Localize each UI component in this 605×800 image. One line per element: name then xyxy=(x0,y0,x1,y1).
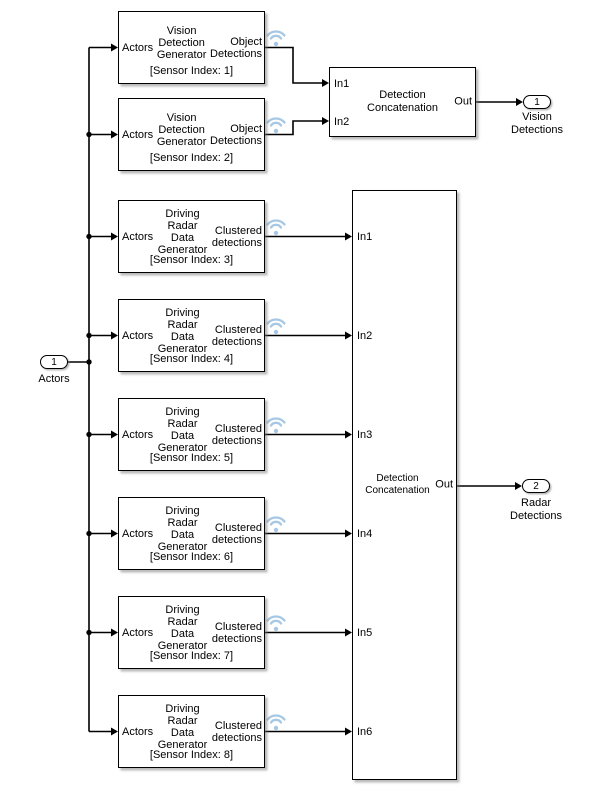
sensor-index-label: [Sensor Index: 7] xyxy=(149,650,234,662)
block-name: Vision Detection Generator xyxy=(156,24,207,61)
block-inport-label: Actors xyxy=(122,527,154,540)
sensor-index-label: [Sensor Index: 2] xyxy=(149,152,234,164)
outport-2-radar-detections[interactable] xyxy=(522,479,550,493)
block-outport-label: Clustered detections xyxy=(211,422,262,447)
outport-number: 2 xyxy=(533,480,539,492)
concat-inport-label: In6 xyxy=(357,726,373,738)
concat-inport-label: In2 xyxy=(334,116,350,128)
concat-inport-label: In3 xyxy=(357,429,373,441)
wireless-signal-icon xyxy=(268,31,285,46)
block-outport-label: Clustered detections xyxy=(211,224,262,249)
inport-number: 1 xyxy=(51,356,57,368)
wireless-signal-icon xyxy=(268,118,285,133)
block-outport-label: Clustered detections xyxy=(211,719,262,744)
radar-detection-concatenation-block[interactable] xyxy=(352,190,457,780)
block-inport-label: Actors xyxy=(122,626,154,639)
block-name: Driving Radar Data Generator xyxy=(157,702,208,751)
block-inport-label: Actors xyxy=(122,428,154,441)
block-name: Driving Radar Data Generator xyxy=(157,306,208,355)
block-inport-label: Actors xyxy=(122,230,154,243)
block-outport-label: Clustered detections xyxy=(211,620,262,645)
wireless-signal-icon xyxy=(268,517,285,532)
vision-detection-generator-1-block[interactable] xyxy=(118,11,265,84)
block-name: Detection Concatenation xyxy=(365,473,430,496)
concat-inport-label: In1 xyxy=(357,231,373,243)
concat-inport-label: In4 xyxy=(357,528,373,540)
block-name: Vision Detection Generator xyxy=(156,111,207,148)
sensor-index-label: [Sensor Index: 1] xyxy=(149,65,234,77)
sensor-index-label: [Sensor Index: 6] xyxy=(149,551,234,563)
block-name: Driving Radar Data Generator xyxy=(157,405,208,454)
inport-actors-label: Actors xyxy=(38,373,70,385)
block-inport-label: Actors xyxy=(122,725,154,738)
block-outport-label: Clustered detections xyxy=(211,521,262,546)
block-inport-label: Actors xyxy=(122,329,154,342)
driving-radar-data-generator-4-block[interactable] xyxy=(118,299,265,372)
block-name: Driving Radar Data Generator xyxy=(157,504,208,553)
block-name: Driving Radar Data Generator xyxy=(157,207,208,256)
outport-radar-detections-label: Radar Detections xyxy=(510,497,562,522)
driving-radar-data-generator-6-block[interactable] xyxy=(118,497,265,570)
vision-detection-concatenation-block[interactable] xyxy=(329,67,476,137)
outport-1-vision-detections[interactable] xyxy=(523,95,551,109)
sensor-index-label: [Sensor Index: 8] xyxy=(149,749,234,761)
block-inport-label: Actors xyxy=(122,41,154,54)
sensor-index-label: [Sensor Index: 5] xyxy=(149,452,234,464)
block-name: Detection Concatenation xyxy=(367,89,438,114)
wireless-signal-icon xyxy=(268,715,285,730)
block-outport-label: Clustered detections xyxy=(211,323,262,348)
driving-radar-data-generator-7-block[interactable] xyxy=(118,596,265,669)
wireless-signal-icon xyxy=(268,616,285,631)
wireless-signal-icon xyxy=(268,319,285,334)
wireless-signal-icon xyxy=(268,418,285,433)
driving-radar-data-generator-5-block[interactable] xyxy=(118,398,265,471)
block-outport-label: Object Detections xyxy=(210,35,262,60)
driving-radar-data-generator-8-block[interactable] xyxy=(118,695,265,768)
inport-1-actors[interactable] xyxy=(40,355,68,369)
concat-inport-label: In5 xyxy=(357,627,373,639)
concat-outport-label: Out xyxy=(435,478,453,491)
concat-inport-label: In1 xyxy=(334,78,350,90)
block-inport-label: Actors xyxy=(122,128,154,141)
outport-number: 1 xyxy=(534,96,540,108)
sensor-index-label: [Sensor Index: 4] xyxy=(149,353,234,365)
vision-detection-generator-2-block[interactable] xyxy=(118,98,265,171)
concat-inport-label: In2 xyxy=(357,330,373,342)
concat-outport-label: Out xyxy=(454,95,472,108)
block-name: Driving Radar Data Generator xyxy=(157,603,208,652)
outport-vision-detections-label: Vision Detections xyxy=(511,111,563,136)
sensor-index-label: [Sensor Index: 3] xyxy=(149,254,234,266)
block-outport-label: Object Detections xyxy=(210,122,262,147)
wireless-signal-icon xyxy=(268,220,285,235)
driving-radar-data-generator-3-block[interactable] xyxy=(118,200,265,273)
